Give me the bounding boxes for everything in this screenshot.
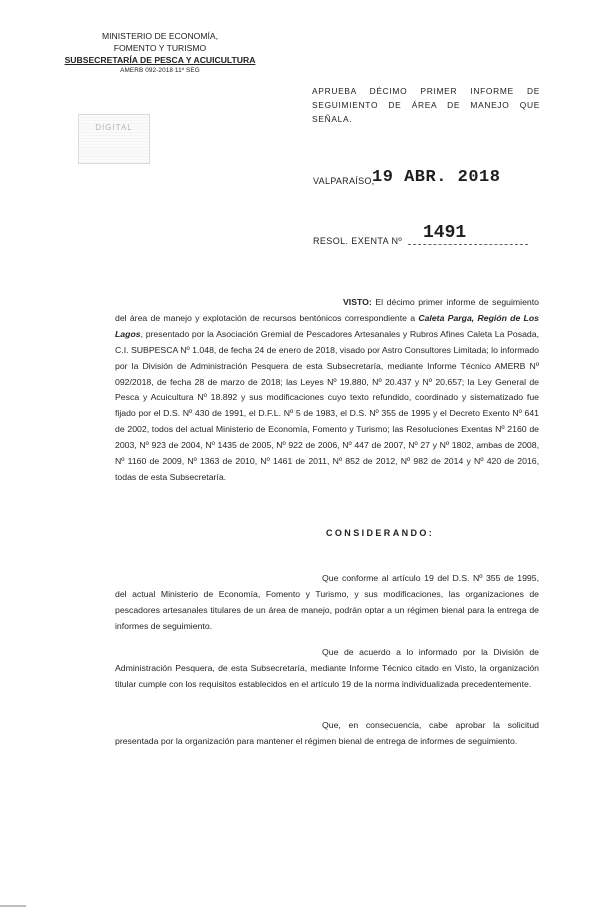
ministry-name: MINISTERIO DE ECONOMÍA, [101,31,219,41]
resolution-number: 1491 [423,223,467,243]
undersecretariat-name: SUBSECRETARÍA DE PESCA Y ACUICULTURA [64,55,256,65]
ministry-subtitle: FOMENTO Y TURISMO [113,43,207,53]
faded-stamp [78,114,150,164]
resolution-label: RESOL. EXENTA Nº [313,236,403,246]
considerando-paragraph-2: Que de acuerdo a lo informado por la División de Administración Pesquera, de esta Subsecretaría, mediante Informe Técnico citado en Visto, la organización titular cumple con los requisitos establecidos en el artículo 19 de la norma individualizada precedentemente. [115,647,539,689]
reference-code: AMERB 092-2018 11º SEG [120,67,200,74]
scan-edge-mark [0,905,26,907]
considerando-paragraph-1: Que conforme al artículo 19 del D.S. Nº 355 de 1995, del actual Ministerio de Economía, Fomento y Turismo, y sus modificaciones, las organizaciones de pescadores artesanales titulares de un área de manejo, podrán optar a un régimen bienal para la entrega de informes de seguimiento. [115,573,539,631]
considerando-heading: CONSIDERANDO: [326,528,435,538]
place-label: VALPARAÍSO, [313,176,375,186]
stamp-text: DIGITAL [95,123,133,132]
resolution-underline [408,244,528,245]
visto-label: VISTO: [343,297,372,307]
visto-location: Caleta Parga, Región de Los Lagos [115,312,539,339]
letterhead [60,30,260,75]
visto-paragraph [115,295,539,486]
considerando-paragraph-3: Que, en consecuencia, cabe aprobar la solicitud presentada por la organización para mantener el régimen bienal de entrega de informes de seguimiento. [115,720,539,746]
stamped-date: 19 ABR. 2018 [372,168,501,187]
visto-text-1: El décimo primer informe de seguimiento del área de manejo y explotación de recursos bentónicos correspondiente a [115,297,539,323]
document-subject: APRUEBA DÉCIMO PRIMER INFORME DE SEGUIMIENTO DE ÁREA DE MANEJO QUE SEÑALA. [312,86,540,124]
visto-text-2: , presentado por la Asociación Gremial de Pescadores Artesanales y Rubros Afines Caleta La Posada, C.I. SUBPESCA Nº 1.048, de fecha 24 de enero de 2018, visado por Astro Consultores Limitada; lo informado por la División de Administración Pesquera de esta Subsecretaría, mediante Informe Técnico AMERB Nº 092/2018, de fecha 28 de marzo de 2018; las Leyes Nº 19.880, Nº 20.437 y Nº 20.657; la Ley General de Pesca y Acuicultura Nº 18.892 y sus modificaciones cuyo texto refundido, coordinado y sistematizado fue fijado por el D.S. Nº 430 de 1991, el D.F.L. Nº 5 de 1983, el D.S. Nº 355 de 1995 y el Decreto Exento Nº 641 de 2002, todos del actual Ministerio de Economía, Fomento y Turismo; las Resoluciones Exentas Nº 2160 de 2003, Nº 923 de 2004, Nº 1435 de 2005, Nº 922 de 2006, Nº 447 de 2007, Nº 27 y Nº 1802, ambas de 2008, Nº 1160 de 2009, Nº 1363 de 2010, Nº 1461 de 2011, Nº 852 de 2012, Nº 982 de 2014 y Nº 420 de 2016, todas de esta Subsecretaría. [115,328,539,482]
